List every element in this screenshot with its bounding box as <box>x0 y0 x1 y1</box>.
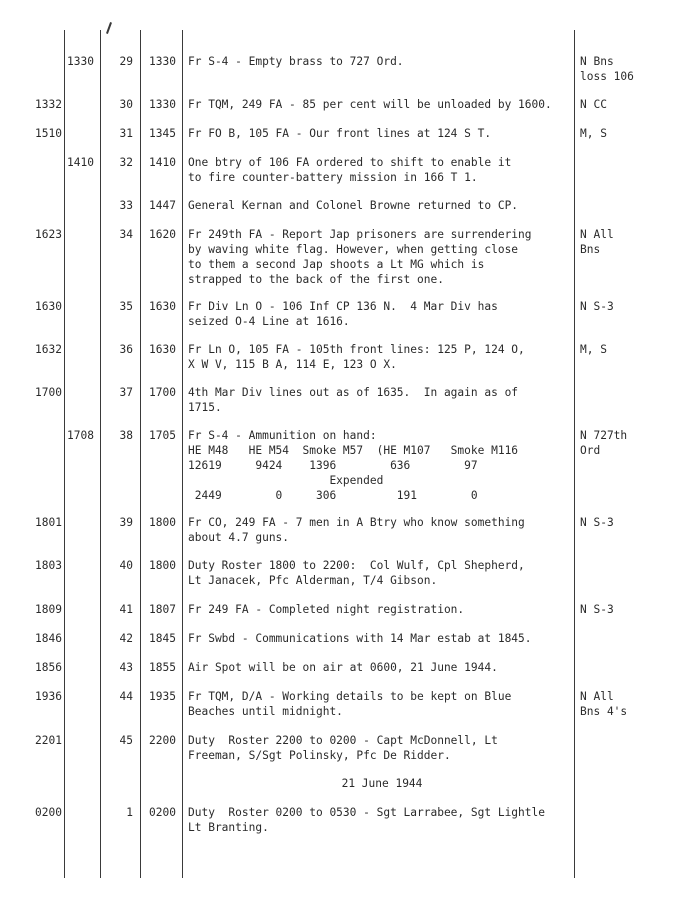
log-cell-c2: 1708 <box>67 429 94 442</box>
log-cell-c4: 1845 <box>149 632 176 645</box>
log-cell-c2: 1410 <box>67 156 94 169</box>
log-action: N CC <box>580 98 607 111</box>
log-cell-c4: 1410 <box>149 156 176 169</box>
log-cell-c4: 1800 <box>149 516 176 529</box>
log-cell-c3: 44 <box>119 690 133 703</box>
log-cell-c3: 32 <box>119 156 133 169</box>
log-message: Duty Roster 1800 to 2200: Col Wulf, Cpl Shepherd, Lt Janacek, Pfc Alderman, T/4 Gibson. <box>188 559 525 587</box>
log-cell-c4: 1330 <box>149 98 176 111</box>
log-cell-c1: 1801 <box>35 516 62 529</box>
log-message: Fr S-4 - Ammunition on hand: HE M48 HE M54 Smoke M57 (HE M107 Smoke M116 12619 9424 1396 636 97 Expended 2449 0 306 191 0 <box>188 429 519 502</box>
log-cell-c3: 40 <box>119 559 133 572</box>
log-cell-c3: 30 <box>119 98 133 111</box>
log-cell-c3: 42 <box>119 632 133 645</box>
log-cell-c4: 0200 <box>149 806 176 819</box>
log-cell-c1: 1856 <box>35 661 62 674</box>
log-cell-c4: 1800 <box>149 559 176 572</box>
log-message: Fr Ln O, 105 FA - 105th front lines: 125 P, 124 O, X W V, 115 B A, 114 E, 123 O X. <box>188 343 525 371</box>
log-cell-c3: 31 <box>119 127 133 140</box>
log-cell-c3: 35 <box>119 300 133 313</box>
log-message: 4th Mar Div lines out as of 1635. In again as of 1715. <box>188 386 519 414</box>
log-cell-c1: 1630 <box>35 300 62 313</box>
log-cell-c4: 1935 <box>149 690 176 703</box>
log-cell-c1: 1700 <box>35 386 62 399</box>
log-cell-c3: 36 <box>119 343 133 356</box>
log-cell-c1: 2201 <box>35 734 62 747</box>
pencil-mark <box>106 22 112 34</box>
log-message: General Kernan and Colonel Browne returned to CP. <box>188 199 519 212</box>
date-header: 21 June 1944 <box>341 777 423 790</box>
log-action: M, S <box>580 343 607 356</box>
log-action: N S-3 <box>580 516 614 529</box>
log-message: Air Spot will be on air at 0600, 21 June 1944. <box>188 661 498 674</box>
log-cell-c1: 1809 <box>35 603 62 616</box>
log-cell-c4: 1330 <box>149 55 176 68</box>
log-cell-c3: 33 <box>119 199 133 212</box>
log-message: Fr TQM, D/A - Working details to be kept on Blue Beaches until midnight. <box>188 690 512 718</box>
log-action: N All Bns <box>580 228 614 256</box>
log-cell-c1: 1632 <box>35 343 62 356</box>
log-cell-c4: 1855 <box>149 661 176 674</box>
log-cell-c3: 41 <box>119 603 133 616</box>
log-action: N 727th Ord <box>580 429 628 457</box>
log-message: Fr 249th FA - Report Jap prisoners are surrendering by waving white flag. However, when getting close to them a second Jap shoots a Lt MG which is strapped to the back of the first one. <box>188 228 532 286</box>
log-cell-c3: 45 <box>119 734 133 747</box>
log-cell-c3: 29 <box>119 55 133 68</box>
log-message: Fr Div Ln O - 106 Inf CP 136 N. 4 Mar Div has seized O-4 Line at 1616. <box>188 300 498 328</box>
log-cell-c3: 37 <box>119 386 133 399</box>
log-message: Fr S-4 - Empty brass to 727 Ord. <box>188 55 404 68</box>
log-cell-c4: 1630 <box>149 343 176 356</box>
log-action: N Bns loss 106 <box>580 55 634 83</box>
log-message: One btry of 106 FA ordered to shift to enable it to fire counter-battery mission in 166 T 1. <box>188 156 512 184</box>
log-cell-c1: 1803 <box>35 559 62 572</box>
log-cell-c4: 1630 <box>149 300 176 313</box>
log-cell-c3: 39 <box>119 516 133 529</box>
log-message: Fr Swbd - Communications with 14 Mar estab at 1845. <box>188 632 532 645</box>
log-cell-c1: 0200 <box>35 806 62 819</box>
log-action: N S-3 <box>580 603 614 616</box>
log-cell-c3: 1 <box>126 806 133 819</box>
log-message: Fr TQM, 249 FA - 85 per cent will be unloaded by 1600. <box>188 98 552 111</box>
log-cell-c4: 1447 <box>149 199 176 212</box>
column-divider-4 <box>182 30 183 878</box>
log-cell-c1: 1936 <box>35 690 62 703</box>
log-cell-c4: 2200 <box>149 734 176 747</box>
log-cell-c4: 1705 <box>149 429 176 442</box>
log-message: Fr FO B, 105 FA - Our front lines at 124 S T. <box>188 127 492 140</box>
log-cell-c4: 1807 <box>149 603 176 616</box>
log-cell-c3: 38 <box>119 429 133 442</box>
log-action: M, S <box>580 127 607 140</box>
log-cell-c1: 1623 <box>35 228 62 241</box>
log-message: Duty Roster 0200 to 0530 - Sgt Larrabee, Sgt Lightle Lt Branting. <box>188 806 545 834</box>
log-cell-c1: 1846 <box>35 632 62 645</box>
log-cell-c2: 1330 <box>67 55 94 68</box>
log-message: Fr CO, 249 FA - 7 men in A Btry who know something about 4.7 guns. <box>188 516 525 544</box>
log-cell-c4: 1345 <box>149 127 176 140</box>
log-action: N All Bns 4's <box>580 690 628 718</box>
log-cell-c3: 34 <box>119 228 133 241</box>
log-cell-c4: 1700 <box>149 386 176 399</box>
log-cell-c3: 43 <box>119 661 133 674</box>
log-action: N S-3 <box>580 300 614 313</box>
log-cell-c4: 1620 <box>149 228 176 241</box>
log-message: Fr 249 FA - Completed night registration. <box>188 603 465 616</box>
log-message: Duty Roster 2200 to 0200 - Capt McDonnell, Lt Freeman, S/Sgt Polinsky, Pfc De Ridder. <box>188 734 498 762</box>
log-cell-c1: 1510 <box>35 127 62 140</box>
log-cell-c1: 1332 <box>35 98 62 111</box>
